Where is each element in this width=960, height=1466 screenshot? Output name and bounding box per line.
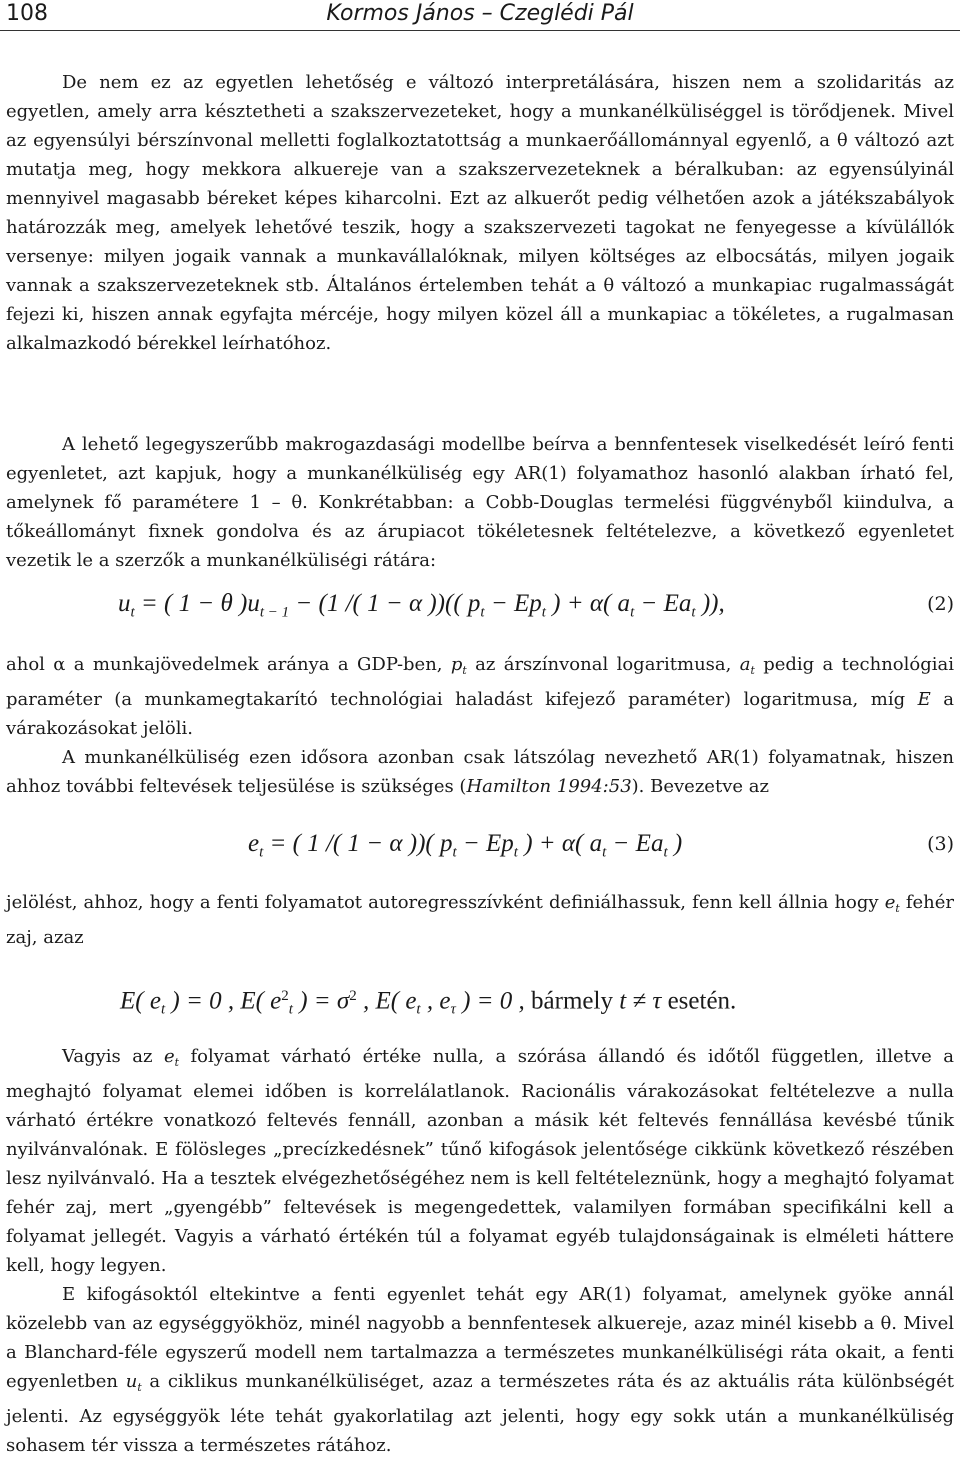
paragraph-block-5 bbox=[6, 888, 954, 952]
equation-2-formula: $u_t$ = ( 1 − θ )$u_{t - 1} - (1$ /( 1 − α ))(( $p_t - Ep_t$ ) + α( $a_t - Ea_t$ )), bbox=[118, 590, 725, 621]
equation-3 bbox=[6, 824, 954, 864]
equation-white-noise bbox=[6, 976, 954, 1016]
paragraph-block-2 bbox=[6, 430, 954, 575]
running-head: Kormos János – Czeglédi Pál bbox=[326, 1, 634, 26]
paragraph: Vagyis az $e_t$ folyamat várható értéke nulla, a szórása állandó és időtől független, illetve a meghajtó folyamat elemei időben is korrelálatlanok. Racionális várakozásokat feltételezve a nulla várható értékre vonatkozó feltevés fennáll, azonban a másik két feltevés fennállása kevésbé tűnik nyilvánvalónak. E fölösleges „precízkedésnek” tűnő kifogások jelentősége cikkünk következő részében lesz nyilvánvaló. Ha a tesztek elvégezhetőségéhez nem is kell feltételeznünk, hogy a meghajtó folyamat fehér zaj, mert „gyengébb” feltevések is megengedettek, valamilyen formában specifikálni kell a folyamat jellegét. Vagyis a várható értékén túl a folyamat egyéb tulajdonságainak is elméleti háttere kell, hogy legyen. bbox=[6, 1046, 955, 1276]
paragraph-block-3 bbox=[6, 650, 954, 801]
paragraph: A lehető legegyszerűbb makrogazdasági modellbe beírva a bennfentesek viselkedését leíró fenti egyenletet, azt kapjuk, hogy a munkanélküliség egy AR(1) folyamathoz hasonló alakban írható fel, amelynek fő paramétere 1 – θ. Konkrétabban: a Cobb-Douglas termelési függvényből kiindulva, a tőkeállományt fixnek gondolva és az árupiacot tökéletesnek feltételezve, a következő egyenletet vezetik le a szerzők a munkanélküliségi rátára: bbox=[6, 434, 954, 571]
paragraph: jelölést, ahhoz, hogy a fenti folyamatot autoregresszívként definiálhassuk, fenn kell állnia hogy $e_t$ fehér zaj, azaz bbox=[6, 892, 954, 948]
equation-3-formula: $e_t$ = ( 1 /( 1 − α ))( $p_t - Ep_t$ ) + α( $a_t - Ea_t$ ) bbox=[248, 830, 683, 861]
paragraph-block-6 bbox=[6, 1042, 954, 1460]
paragraph: ahol α a munkajövedelmek aránya a GDP-ben, $p_t$ az árszínvonal logaritmusa, $a_t$ pedig a technológiai paraméter (a munkamegtakarító technológiai haladást kifejező paraméter) logaritmusa, míg E a várakozásokat jelöli. bbox=[6, 654, 954, 739]
page-number: 108 bbox=[6, 1, 48, 26]
white-noise-formula: E( $e_t$ ) = 0 , E( $e^2_t$ ) = $\sigma^2$ , E( $e_t$ , $e_\tau$ ) = 0 , bármely t ≠ τ esetén. bbox=[120, 987, 737, 1018]
paragraph: E kifogásoktól eltekintve a fenti egyenlet tehát egy AR(1) folyamat, amelynek gyöke annál közelebb van az egységgyökhöz, minél nagyobb a bennfentesek alkuereje, azaz minél kisebb a θ. Mivel a Blanchard-féle egyszerű modell nem tartalmazza a természetes munkanélküliségi ráta okait, a fenti egyenletben $u_t$ a ciklikus munkanélküliséget, azaz a természetes ráta és az aktuális ráta különbségét jelenti. Az egységgyök léte tehát gyakorlatilag azt jelenti, hogy egy sokk után a munkanélküliség sohasem tér vissza a természetes rátához. bbox=[6, 1283, 955, 1456]
equation-2 bbox=[6, 584, 954, 624]
paragraph: A munkanélküliség ezen idősora azonban csak látszólag nevezhető AR(1) folyamatnak, hiszen ahhoz további feltevések teljesülése is szükséges (Hamilton 1994:53). Bevezetve az bbox=[6, 746, 954, 797]
equation-number: (3) bbox=[927, 833, 954, 855]
paragraph-block-1 bbox=[6, 68, 954, 358]
paragraph: De nem ez az egyetlen lehetőség e változó interpretálására, hiszen nem a szolidaritás az egyetlen, amely arra késztetheti a szakszervezeteket, hogy a munkanélküliséggel is törődjenek. Mivel az egyensúlyi bérszínvonal melletti foglalkoztatottság a munkaerőállománnyal egyenlő, a θ változó azt mutatja meg, hogy mekkora alkuereje van a szakszervezeteknek a béralkuban: az egyensúlyinál mennyivel magasabb béreket képes kiharcolni. Ezt az alkuerőt pedig vélhetően azok a játékszabályok határozzák meg, amelyek lehetővé teszik, hogy a szakszervezeti tagokat ne fenyegesse a kívülállók versenye: milyen jogaik vannak a munkavállalóknak, milyen költséges az elbocsátás, milyen jogaik vannak a szakszervezeteknek stb. Általános értelemben tehát a θ változó a munkapiac rugalmasságát fejezi ki, hiszen annak egyfajta mércéje, hogy milyen közel áll a munkapiac a tökéletes, a rugalmasan alkalmazkodó bérekkel leírhatóhoz. bbox=[6, 72, 954, 354]
page-header bbox=[0, 0, 960, 31]
equation-number: (2) bbox=[927, 593, 954, 615]
